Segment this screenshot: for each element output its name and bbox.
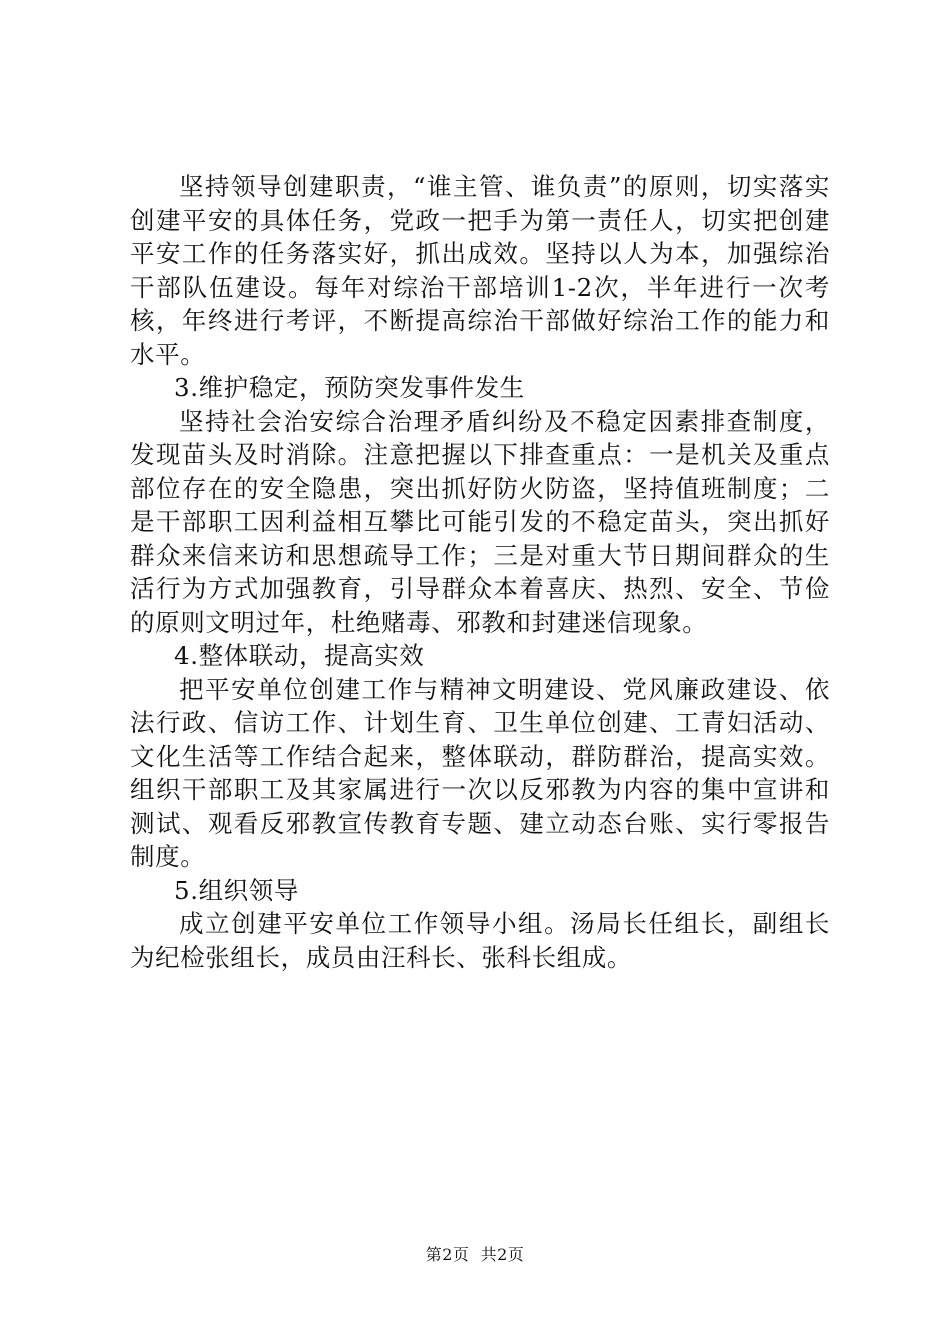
paragraph-leading-group: 成立创建平安单位工作领导小组。汤局长任组长，副组长为纪检张组长，成员由汪科长、张科长组成。 xyxy=(130,909,830,972)
paragraph-leadership-duty: 坚持领导创建职责，“谁主管、谁负责”的原则，切实落实创建平安的具体任务，党政一把手为第一责任人，切实把创建平安工作的任务落实好，抓出成效。坚持以人为本，加强综治干部队伍建设。每年对综治干部培训1-2次，半年进行一次考核，年终进行考评，不断提高综治干部做好综治工作的能力和水平。 xyxy=(130,172,830,369)
page-footer xyxy=(0,1244,950,1266)
page-number: 第2页 共2页 xyxy=(425,1245,525,1264)
section-heading-3: 3.维护稳定，预防突发事件发生 xyxy=(174,373,525,402)
paragraph-joint-action: 把平安单位创建工作与精神文明建设、党风廉政建设、依法行政、信访工作、计划生育、卫生单位创建、工青妇活动、文化生活等工作结合起来，整体联动，群防群治，提高实效。组织干部职工及其家属进行一次以反邪教为内容的集中宣讲和测试、观看反邪教宣传教育专题、建立动态台账、实行零报告制度。 xyxy=(130,674,830,871)
paragraph-stability-inspection: 坚持社会治安综合治理矛盾纠纷及不稳定因素排查制度，发现苗头及时消除。注意把握以下排查重点：一是机关及重点部位存在的安全隐患，突出抓好防火防盗，坚持值班制度；二是干部职工因利益相互攀比可能引发的不稳定苗头，突出抓好群众来信来访和思想疏导工作；三是对重大节日期间群众的生活行为方式加强教育，引导群众本着喜庆、热烈、安全、节俭的原则文明过年，杜绝赌毒、邪教和封建迷信现象。 xyxy=(130,406,830,637)
section-heading-5: 5.组织领导 xyxy=(174,875,299,905)
section-heading-4: 4.整体联动，提高实效 xyxy=(174,641,425,670)
document-body xyxy=(130,170,830,974)
